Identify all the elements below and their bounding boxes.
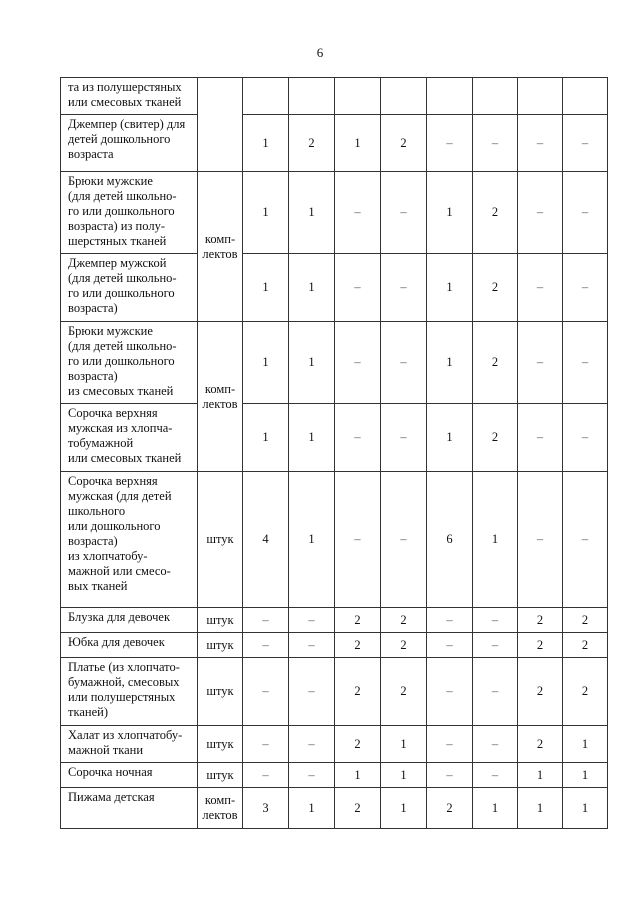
table-row xyxy=(61,404,608,472)
quantity-cell: – xyxy=(563,254,608,322)
quantity-cell: – xyxy=(289,726,335,763)
quantity-cell: – xyxy=(335,254,381,322)
unit-cell: штук xyxy=(198,472,243,608)
quantity-cell: – xyxy=(473,608,518,633)
unit-cell: штук xyxy=(198,763,243,788)
quantity-cell: – xyxy=(518,172,563,254)
quantity-cell: 6 xyxy=(427,472,473,608)
quantity-cell: 1 xyxy=(243,254,289,322)
table-row xyxy=(61,726,608,763)
quantity-cell: – xyxy=(427,115,473,172)
quantity-cell: 2 xyxy=(289,115,335,172)
quantity-cell: 2 xyxy=(335,726,381,763)
quantity-cell: 1 xyxy=(381,726,427,763)
quantity-cell: – xyxy=(381,472,427,608)
table-row xyxy=(61,472,608,608)
quantity-cell: 1 xyxy=(518,763,563,788)
quantity-cell: – xyxy=(381,172,427,254)
quantity-cell: 1 xyxy=(289,472,335,608)
quantity-cell: 1 xyxy=(289,172,335,254)
quantity-cell: 2 xyxy=(381,658,427,726)
quantity-cell: 1 xyxy=(473,788,518,829)
quantity-cell: 2 xyxy=(563,633,608,658)
item-name-cell: Брюки мужские (для детей школьно- го или дошкольного возраста) из полу- шерстяных тканей xyxy=(61,172,198,254)
unit-cell: штук xyxy=(198,726,243,763)
item-name-cell: та из полушерстяных или смесовых тканей xyxy=(61,78,198,115)
item-name-cell: Сорочка верхняя мужская из хлопча- тобумажной или смесовых тканей xyxy=(61,404,198,472)
quantity-cell: – xyxy=(335,322,381,404)
quantity-cell: 2 xyxy=(473,322,518,404)
unit-cell: штук xyxy=(198,633,243,658)
quantity-cell: 2 xyxy=(518,726,563,763)
quantity-cell: – xyxy=(563,404,608,472)
quantity-cell: – xyxy=(335,172,381,254)
item-name-cell: Джемпер (свитер) для детей дошкольного возраста xyxy=(61,115,198,172)
quantity-cell: – xyxy=(427,763,473,788)
quantity-cell xyxy=(335,78,381,115)
quantity-cell: – xyxy=(473,726,518,763)
quantity-cell xyxy=(473,78,518,115)
quantity-cell: – xyxy=(243,763,289,788)
quantity-cell: – xyxy=(381,322,427,404)
quantity-cell: – xyxy=(473,115,518,172)
quantity-cell: – xyxy=(335,472,381,608)
quantity-cell: 1 xyxy=(427,322,473,404)
page-number: 6 xyxy=(316,45,324,60)
quantity-cell: – xyxy=(427,726,473,763)
quantity-cell: 1 xyxy=(427,254,473,322)
unit-cell: штук xyxy=(198,658,243,726)
quantity-cell: – xyxy=(473,763,518,788)
quantity-cell: 1 xyxy=(473,472,518,608)
quantity-cell xyxy=(518,78,563,115)
unit-cell: штук xyxy=(198,608,243,633)
quantity-cell: 2 xyxy=(473,172,518,254)
item-name-cell: Блузка для девочек xyxy=(61,608,198,633)
quantity-cell: – xyxy=(243,726,289,763)
item-name-cell: Пижама детская xyxy=(61,788,198,829)
quantity-cell: – xyxy=(518,404,563,472)
quantity-cell xyxy=(427,78,473,115)
quantity-cell: 2 xyxy=(381,115,427,172)
quantity-cell: – xyxy=(289,763,335,788)
quantity-cell: 2 xyxy=(335,633,381,658)
item-name-cell: Джемпер мужской (для детей школьно- го или дошкольного возраста) xyxy=(61,254,198,322)
item-name-cell: Сорочка верхняя мужская (для детей школьного или дошкольного возраста) из хлопчатобу- мажной или смесо- вых тканей xyxy=(61,472,198,608)
quantity-cell: – xyxy=(427,633,473,658)
quantity-cell: – xyxy=(289,658,335,726)
quantity-cell: 2 xyxy=(427,788,473,829)
quantity-cell: 1 xyxy=(243,115,289,172)
quantity-cell: – xyxy=(563,115,608,172)
quantity-cell: 1 xyxy=(381,763,427,788)
quantity-cell: 1 xyxy=(243,322,289,404)
quantity-cell: 2 xyxy=(563,658,608,726)
quantity-cell: 1 xyxy=(289,254,335,322)
quantity-cell: 3 xyxy=(243,788,289,829)
quantity-cell: – xyxy=(563,172,608,254)
unit-cell: комп- лектов xyxy=(198,788,243,829)
quantity-cell: – xyxy=(335,404,381,472)
quantity-cell: 1 xyxy=(518,788,563,829)
quantity-cell: 2 xyxy=(381,633,427,658)
quantity-cell: 1 xyxy=(289,322,335,404)
quantity-cell: 2 xyxy=(381,608,427,633)
quantity-cell: – xyxy=(381,254,427,322)
quantity-cell: 1 xyxy=(335,115,381,172)
quantity-cell: – xyxy=(289,608,335,633)
item-name-cell: Сорочка ночная xyxy=(61,763,198,788)
item-name-cell: Брюки мужские (для детей школьно- го или дошкольного возраста) из смесовых тканей xyxy=(61,322,198,404)
quantity-cell: 1 xyxy=(243,172,289,254)
quantity-cell: – xyxy=(518,115,563,172)
quantity-cell: – xyxy=(289,633,335,658)
quantity-cell: – xyxy=(427,608,473,633)
quantity-cell: – xyxy=(381,404,427,472)
quantity-cell: 1 xyxy=(427,172,473,254)
quantity-cell: 2 xyxy=(473,404,518,472)
quantity-cell: – xyxy=(473,633,518,658)
table-row xyxy=(61,115,608,172)
item-name-cell: Платье (из хлопчато- бумажной, смесовых или полушерстяных тканей) xyxy=(61,658,198,726)
quantity-cell: 2 xyxy=(563,608,608,633)
quantity-cell: 1 xyxy=(563,788,608,829)
quantity-cell: 1 xyxy=(243,404,289,472)
table-row xyxy=(61,254,608,322)
table-row xyxy=(61,633,608,658)
quantity-cell: 2 xyxy=(518,633,563,658)
quantity-cell: 1 xyxy=(335,763,381,788)
quantity-cell: 1 xyxy=(427,404,473,472)
unit-cell-empty xyxy=(198,78,243,172)
unit-cell: комп- лектов xyxy=(198,322,243,472)
quantity-cell xyxy=(563,78,608,115)
table-row xyxy=(61,172,608,254)
quantity-cell: 2 xyxy=(518,658,563,726)
quantity-cell: 2 xyxy=(335,608,381,633)
quantity-cell: 4 xyxy=(243,472,289,608)
unit-cell: комп- лектов xyxy=(198,172,243,322)
quantity-cell: 1 xyxy=(563,763,608,788)
quantity-cell: 2 xyxy=(473,254,518,322)
quantity-cell: – xyxy=(563,322,608,404)
table-row xyxy=(61,322,608,404)
quantity-cell: 2 xyxy=(335,658,381,726)
quantity-cell: – xyxy=(243,608,289,633)
quantity-cell xyxy=(381,78,427,115)
quantity-cell: – xyxy=(427,658,473,726)
table-row xyxy=(61,608,608,633)
quantity-cell: 1 xyxy=(563,726,608,763)
table-row xyxy=(61,788,608,829)
quantity-cell: – xyxy=(243,658,289,726)
quantity-cell: – xyxy=(518,254,563,322)
quantity-cell: 1 xyxy=(289,404,335,472)
quantity-cell xyxy=(289,78,335,115)
table-row xyxy=(61,78,608,115)
quantity-cell: 2 xyxy=(335,788,381,829)
item-name-cell: Юбка для девочек xyxy=(61,633,198,658)
quantity-cell: 2 xyxy=(518,608,563,633)
quantity-cell: – xyxy=(563,472,608,608)
clothing-norms-table xyxy=(60,77,608,829)
quantity-cell: 1 xyxy=(289,788,335,829)
table-row xyxy=(61,763,608,788)
table-row xyxy=(61,658,608,726)
quantity-cell xyxy=(243,78,289,115)
quantity-cell: 1 xyxy=(381,788,427,829)
quantity-cell: – xyxy=(518,472,563,608)
item-name-cell: Халат из хлопчатобу- мажной ткани xyxy=(61,726,198,763)
quantity-cell: – xyxy=(518,322,563,404)
quantity-cell: – xyxy=(473,658,518,726)
quantity-cell: – xyxy=(243,633,289,658)
